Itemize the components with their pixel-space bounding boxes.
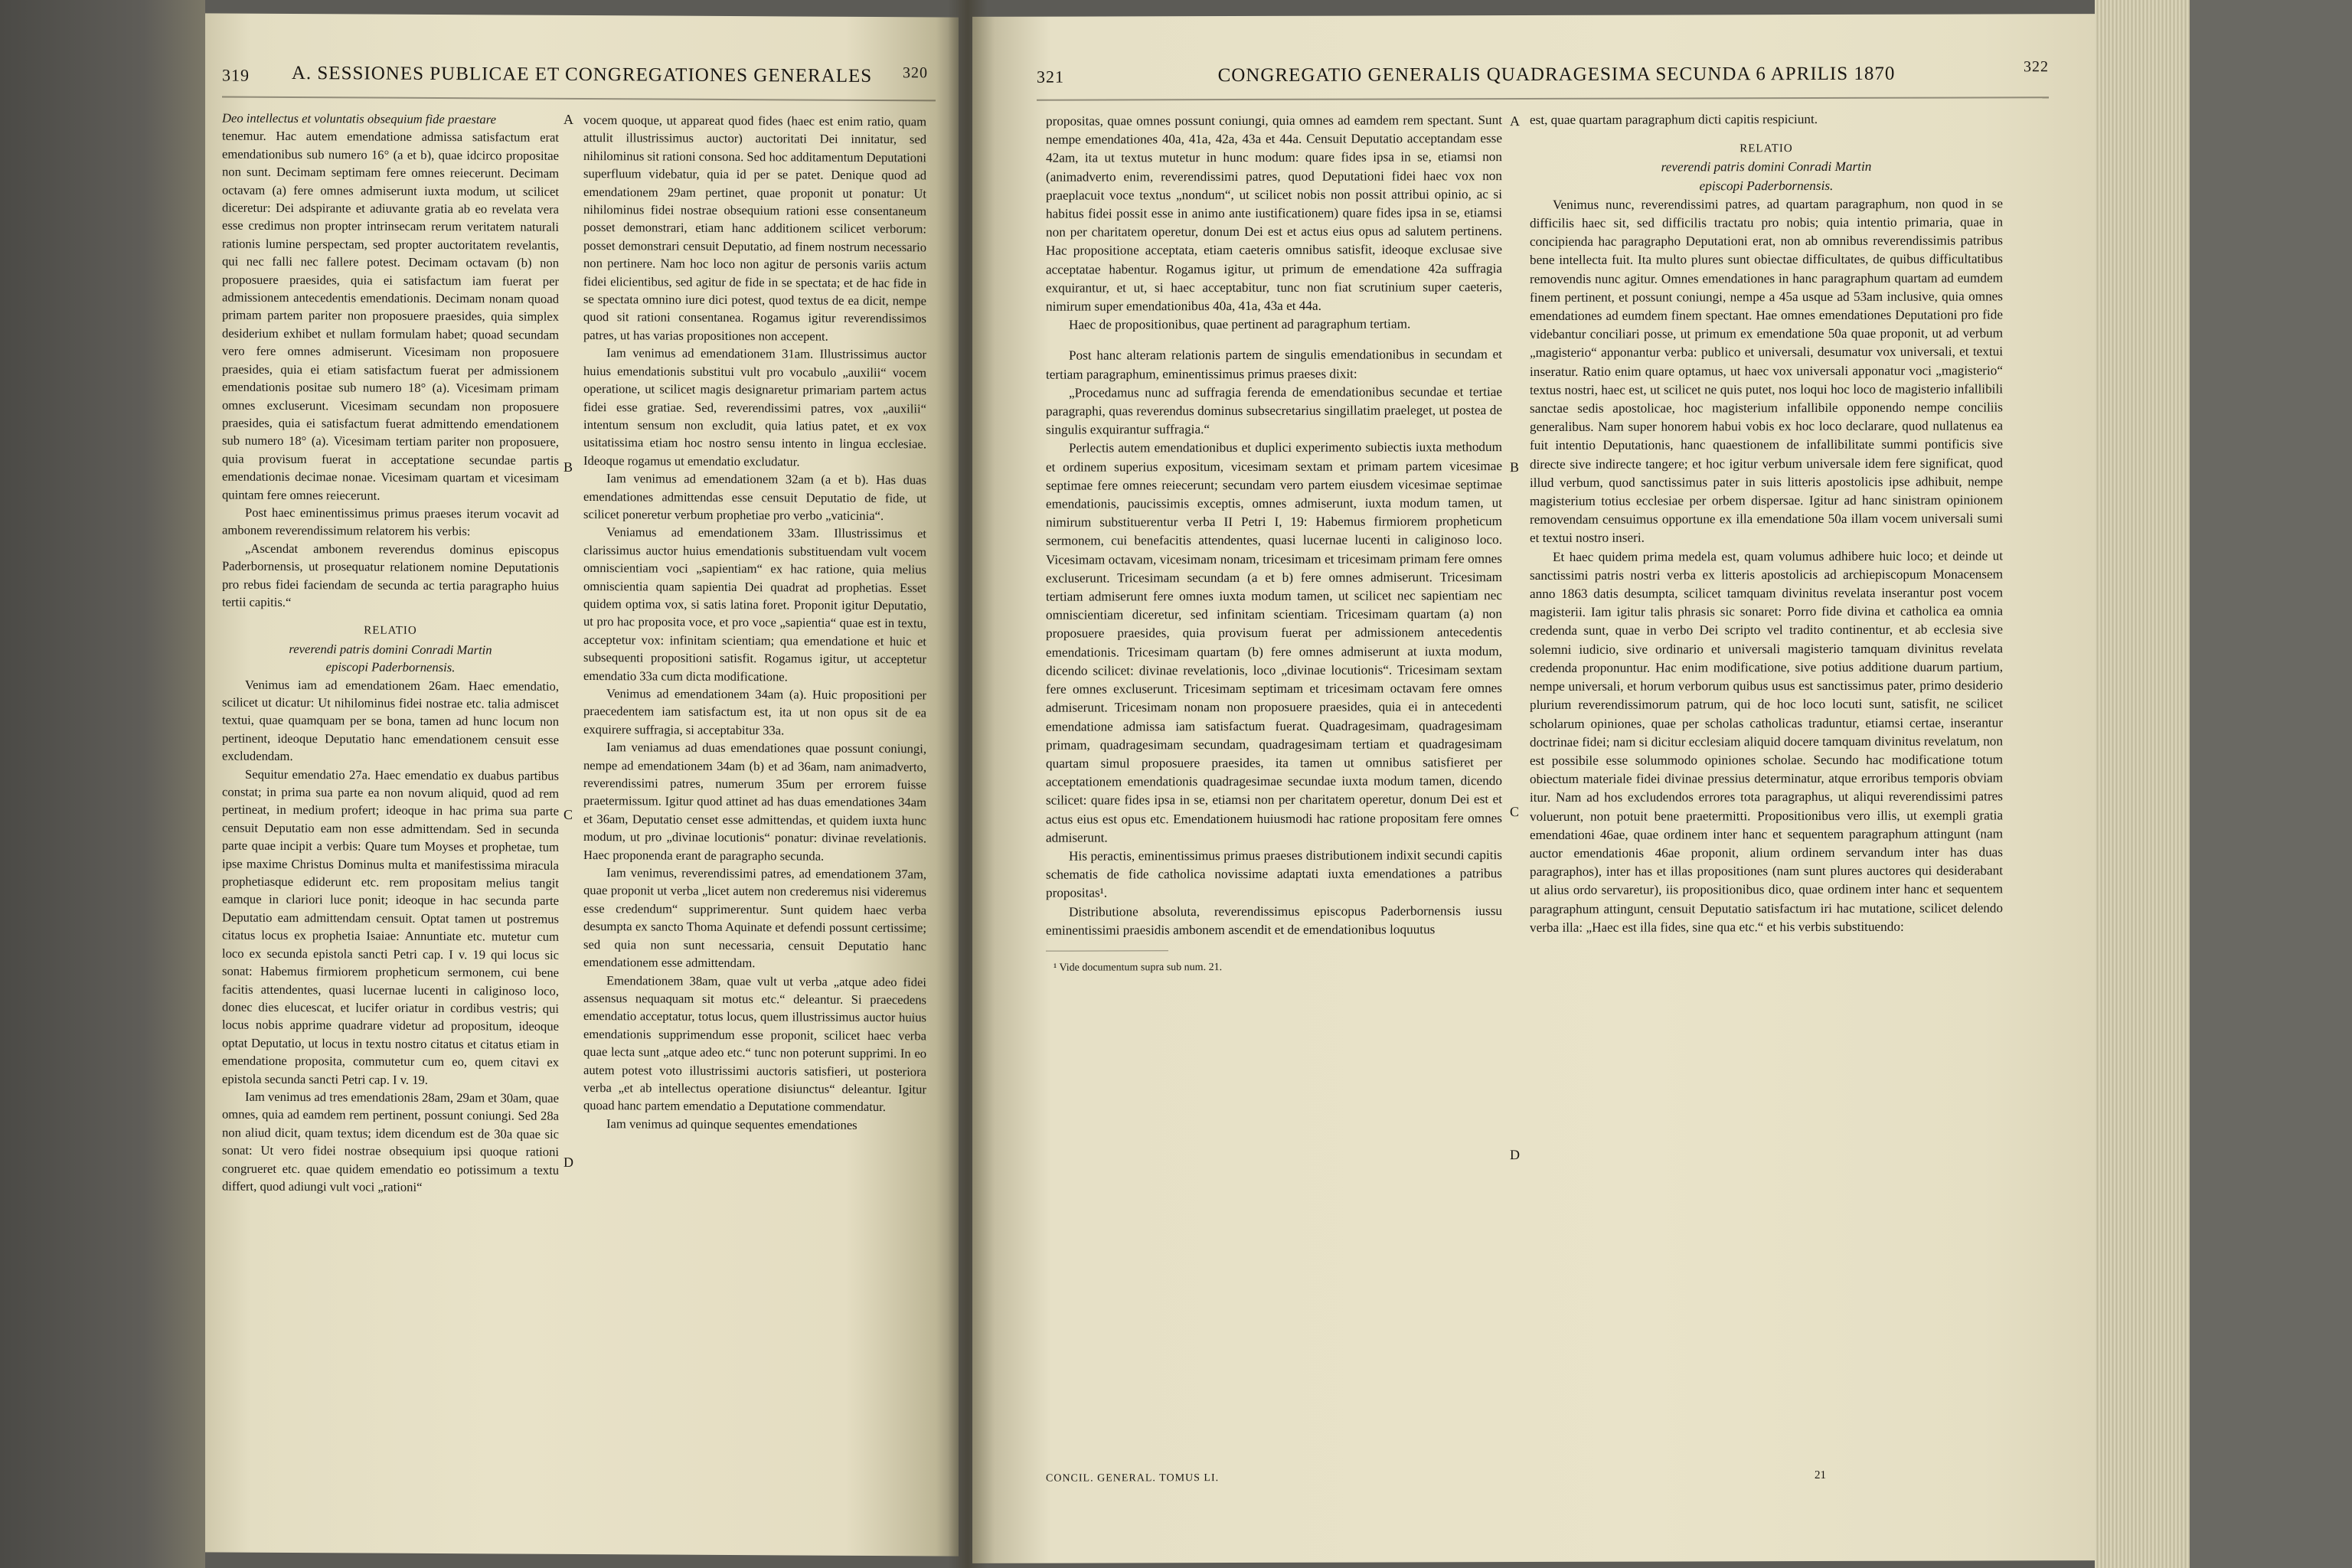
- left-page-column-2: [583, 111, 926, 1135]
- paragraph: Iam venimus ad emendationem 31am. Illustrissimus auctor huius emendationis substitui vult pro vocabulo „auxilii“ vocem operatione, ut scilicet magis designaretur primariam partem actus fidei esse gratiae. Sed, reverendissimi patres, vox „auxilii“ intentum sensum non excludit, quia latius patet, et ex vox usitatissima etiam hoc nostro sensu intento in lingua ecclesiae. Ideoque rogamus ut emendatio excludatur.: [583, 345, 926, 469]
- running-title-left: A. SESSIONES PUBLICAE ET CONGREGATIONES GENERALES: [291, 63, 873, 87]
- margin-letter-d: D: [564, 1154, 573, 1170]
- paragraph: est, quae quartam paragraphum dicti capitis respiciunt.: [1530, 112, 1818, 128]
- right-page-column-1: [1046, 111, 1502, 978]
- paragraph: Deo intellectus et voluntatis obsequium fide praestare: [222, 110, 496, 127]
- paragraph: vocem quoque, ut appareat quod fides (haec est enim ratio, quam attulit illustrissimus auctor) auctoritati Dei innitatur, sed nihilominus sit rationi consona. Sed hoc additamentum Deputationi superfluum videbatur, quia id per se patet. Denique quod ad emendationem 29am pertinet, quae proponit ut ponatur: Ut nihilominus fidei nostrae obsequium rationi esse consentaneum posset demonstrari, etiam hanc additionem scilicet verborum: posset demonstrari censuit Deputatio, ad finem nostrum necessario non pertinere. Nam hoc loco non agitur de personis variis actum fidei elicientibus, sed agitur de fide in se spectata; et de hac fide in se spectata omnino iure dici potest, quod textus de ea dicit, nempe quod sit rationi consentanea. Rogamus igitur reverendissimos patres, ut has varias propositiones non accepent.: [583, 113, 926, 344]
- paragraph: Emendationem 38am, quae vult ut verba „atque adeo fidei assensus nequaquam sit motus etc.“ deleantur. Si praecedens emendatio acceptatur, totus locus, quem illustrissimus auctor huius emendationis supprimendum esse proponit, scilicet haec verba quae lecta sunt „atque adeo etc.“ tunc non poterunt supprimi. In eo autem potest voto illustrissimi auctoris satisfieri, ut posteriora verba „et ab intellectus operatione disiunctus“ deleantur. Igitur quoad hanc partem emendatio a Deputatione commendatur.: [583, 972, 926, 1115]
- paragraph: Venimus ad emendationem 34am (a). Huic propositioni per praecedentem iam satisfactum est, ita ut non opus sit de ea exquirere suffragia, si acceptabitur 33a.: [583, 686, 926, 738]
- paragraph: Iam venimus ad emendationem 32am (a et b). Has duas emendationes admittendas esse censuit Deputatio de fide, ut scilicet poneretur verbum prophetiae pro verbo „vaticinia“.: [583, 471, 926, 524]
- paragraph: reverendi patris domini Conradi Martin: [1661, 159, 1872, 175]
- paragraph: Post haec eminentissimus primus praeses iterum vocavit ad ambonem reverendissimum relatorem his verbis:: [222, 505, 559, 539]
- paragraph: RELATIO: [1740, 142, 1793, 155]
- footnote: ¹ Vide documentum supra sub num. 21.: [1054, 962, 1223, 974]
- paragraph: „Procedamus nunc ad suffragia ferenda de emendationibus secundae et tertiae paragraphi, quas reverendus dominus subsecretarius singillatim praeleget, ut postea de singulis exquirantur suffragia.“: [1046, 384, 1502, 437]
- paragraph: Venimus nunc, reverendissimi patres, ad quartam paragraphum, non quod in se difficilis haec sit, sed difficilis tractatu pro nobis; quia intentio primaria, quae in concipienda hac paragrapho Deputationi erat, non ab omnibus reverendissimis patribus bene intellecta fuit. Ita multo plures sunt obiectae difficultates, de quibus difficultatibus removendis nunc agitur. Omnes emendationes in hanc paragraphum quartam ad eumdem finem pertinent, et possunt coniungi, nempe a 45a usque ad 53am inclusive, quia omnes emendationes ad eumdem finem spectant. Hae omnes emendationes Deputationi pro fide videbantur conciliari posse, ut primum ex emendatione 50a quae proponit, ut ad verbum „magisterio“ apponantur verba: publico et universali, desumatur vox universali, et textui inseratur. Ratio enim quare optamus, ut haec vox universali apponatur voci „magisterio“ textus nostri, haec est, ut scilicet ne quis putet, nos loqui hoc loco de magisterio infallibili sanctae sedis apostolicae, hoc magisterium infallibile opponendo nempe conciliis generalibus. Nam super honorem habui vobis ex hoc loco declarare, quod nullatenus ea fuit intentio Deputationis, hanc quaestionem de infallibilitate summi pontificis sive directe sive indirecte tangere; et hoc igitur verbum universale idem fere significat, quod illud verbum, quod sanctissimus pater in suis litteris apostolicis ipse adhibuit, nempe magisterium totius ecclesiae per orbem dispersae. Igitur ad hanc sinistram opinionem removendam censuimus opportune ex illa emendatione 50a illam vocem universali sumi et textui nostro inseri.: [1530, 196, 2003, 546]
- paragraph: Iam venimus, reverendissimi patres, ad emendationem 37am, quae proponit ut verba „licet autem non crederemus nisi videremus esse credendum“ supprimerentur. Sunt quidem haec verba desumpta ex sancto Thoma Aquinate et defendi possunt certissime; sed quia non sunt necessaria, censuit Deputatio hanc emendationem esse admittendam.: [583, 865, 926, 971]
- left-page: [205, 13, 959, 1556]
- footer-signature: 21: [1815, 1468, 1826, 1482]
- page-number-322: 322: [2024, 58, 2049, 76]
- margin-letter-d: D: [1510, 1147, 1520, 1163]
- paragraph: Distributione absoluta, reverendissimus episcopus Paderbornensis iussu eminentissimi praesidis ambonem ascendit et de emendationibus loquutus: [1046, 903, 1502, 938]
- page-number-321: 321: [1037, 67, 1064, 87]
- paragraph: reverendi patris domini Conradi Martin: [289, 641, 492, 658]
- paragraph: Veniamus ad emendationem 33am. Illustrissimus et clarissimus auctor huius emendationis substituendam vult vocem omniscientiam voci „sapientiam“ ex hac ratione, quia melius omniscientia quam sapientia Dei quadrat ad prophetias. Esset quidem optima vox, si satis latina foret. Proponit igitur Deputatio, ut pro hac proposita voce, et pro voce „sapientia“ quae est in textu, acceptetur vox: infinitam scientiam; qua emendatione et huic et subsequenti propositioni satisfit. Rogamus igitur, ut acceptetur emendatio 33a cum dicta modificatione.: [583, 524, 926, 684]
- paragraph: episcopi Paderbornensis.: [325, 659, 456, 675]
- footnote-rule: [1046, 950, 1168, 951]
- paragraph: tenemur. Hac autem emendatione admissa satisfactum erat emendationibus sub numero 16° (a et b), quae idcirco propositae non sunt. Decimam septimam fere omnes reiecerunt. Decimam octavam (a) fere omnes admiserunt iuxta modum, ut scilicet diceretur: Dei adspirante et adiuvante gratia ab eo revelata vera esse credimus non propter intrinsecam rerum veritatem naturali rationis lumine perspectam, sed propter auctoritatem revelantis, qui nec falli nec fallere potest. Decimam octavam (b) non proposuere praesides, quia ei satisfactum iam fuerat per admissionem antecedentis emendationis. Decimam nonam quoad primam partem pariter non proposuere praesides, quia simplex desiderium exhibet et nullam formulam habet; quoad secundam vero fere omnes admiserunt. Vicesimam non proposuere praesides, quia ei etiam satisfactum fuerat per admissionem emendationis positae sub numero 18° (a). Vicesimam primam omnes excluserunt. Vicesimam secundam non proposuere praesides, quia ei satisfactum fuerat admittendo emendationem sub numero 18° (a). Vicesimam tertiam pariter non proposuere, quia provisum fuerat in acceptatione secundae partis emendationis decimae nonae. Vicesimam quartam et vicesimam quintam fere omnes reiecerunt.: [222, 128, 559, 503]
- paragraph: RELATIO: [364, 624, 417, 638]
- paragraph: Iam veniamus ad duas emendationes quae possunt coniungi, nempe ad emendationem 34am (b) et ad 36am, nam animadverto, reverendissimi patres, numerum 35um per errorem fuisse praetermissum. Igitur quod attinet ad has duas emendationes 34am et 36am, Deputatio censet esse admittendas, et quidem iuxta hunc modum, ut pro „divinae locutionis“ ponatur: divinae revelationis. Haec proponenda erant de paragrapho secunda.: [583, 740, 926, 864]
- running-title-right: CONGREGATIO GENERALIS QUADRAGESIMA SECUNDA 6 APRILIS 1870: [1217, 63, 1896, 87]
- page-number-319: 319: [222, 65, 250, 85]
- paragraph: Perlectis autem emendationibus et duplici experimento subiectis iuxta methodum et ordinem superius expositum, vicesimam sextam et primam partem vicesimae septimae fere omnes reiecerunt; secundam vero partem eiusdem vicesimae septimae emendationis, paucissimis exceptis, omnes admiserunt, iuxta modum tamen, ut nimirum substituerentur verba II Petri I, 19: Habemus firmiorem propheticum sermonem, cui benefacitis attendentes, quasi lucernae lucenti in caliginoso loco. Vicesimam octavam, vicesimam nonam, tricesimam et tricesimam primam fere omnes excluserunt. Tricesimam secundam (a et b) fere omnes admiserunt. Tricesimam tertiam admiserunt fere omnes iuxta modum tamen, ut scilicet nec sapientiam nec omniscientiam diceretur, sed infinitam scientiam. Tricesimam quartam (a) non proposuere praesides, quia provisum fuerat per admissionem antecedentis emendationis. Tricesimam quartam (b) fere omnes admiserunt at iuxta modum, dicendo scilicet: divinae revelationis, loco „divinae locutionis“. Tricesimam sextam fere omnes excluserunt. Tricesimam septimam et tricesimam octavam fere omnes admiserunt. Tricesimam nonam non proposuere praesides, quia ei in antecedenti emendatione admissa iam satisfactum fuerat. Quadragesimam, quadragesimam primam, quadragesimam secundam, quadragesimam tertiam et quadragesimam quartam simul proposuere praesides, ita tamen ut omnibus satisfieret per acceptationem emendationis quadragesimae secundae iuxta modum tamen, dicendo scilicet: quare fides ipsa in se, etiamsi non per charitatem operetur, donum Dei est et actus eius est opus etc. Emendationem huiusmodi hac ratione propositam fere omnes admiserunt.: [1046, 439, 1502, 845]
- footer-volume: CONCIL. GENERAL. TOMUS LI.: [1046, 1472, 1220, 1485]
- margin-letter-b: B: [564, 459, 573, 475]
- paragraph: episcopi Paderbornensis.: [1699, 178, 1834, 194]
- paragraph: Post hanc alteram relationis partem de singulis emendationibus in secundam et tertiam paragraphum, eminentissimus primus praeses dixit:: [1046, 347, 1502, 382]
- paragraph: Iam venimus ad quinque sequentes emendationes: [606, 1116, 858, 1132]
- right-page: [972, 14, 2095, 1563]
- margin-letter-a: A: [1510, 113, 1520, 129]
- paragraph: propositas, quae omnes possunt coniungi, quia omnes ad eamdem rem spectant. Sunt nempe emendationes 40a, 41a, 42a, 43a et 44a. Censuit Deputatio acceptandam esse 42am, ita ut textus mutetur in hunc modum: quare fides ipsa in se, etiamsi non (animadverto enim, reverendissimi patres, quod Deputationi fidei haec vox non praeplacuit voce textus „nondum“, ut scilicet nobis non possit attribui opinio, ac si habitus fidei possit esse in animo ante iustificationem) quare fides ipsa in se, etiamsi non per charitatem operetur, donum Dei est et actus eius opus ad salutem pertinens. Hac propositione acceptata, etiam caeteris omnibus satisfit, ideoque exclusae sive acceptatae habentur. Rogamus igitur, ut primum de emendatione 42a suffragia exquirantur, et ut, si haec acceptabitur, tunc non fiat scrutinium super caeteris, nimirum super emendationibus 40a, 41a, 43a et 44a.: [1046, 113, 1502, 314]
- paragraph: Et haec quidem prima medela est, quam volumus adhibere huic loco; et deinde ut sanctissimi patris nostri verba ex litteris apostolicis ad archiepiscopum Monacensem anno 1863 datis desumpta, scilicet tamquam divinitus revelata inserantur post vocem magisterii. Iam igitur talis phrasis sic sonaret: Porro fide divina et catholica ea omnia credenda sunt, quae in verbo Dei scripto vel tradito continentur, et ab ecclesia sive solemni iudicio, sive ordinario et universali magisterio tamquam divinitus revelata credenda proponuntur. Hac enim modificatione, sive potius additione duarum partium, nempe universali, et horum verborum quibus usus est sanctissimus pater, primo desiderio plurium reverendissimorum patrum, qui de hoc loco locuti sunt, satisfit, ne scilicet scholarum opiniones, quae per scholas catholicas traduntur, etiamsi certae, inserantur doctrinae fidei; nam si dicitur ecclesiam aliquid docere tamquam divinitus revelatum, non est possibile esse solummodo opiniones scholae. Secundo hac modificatione totum obiectum materiale fidei divinae pressius determinatur, atque erroribus temporis obviam itur. Nam ad hos excludendos errores tota paragraphus, ut aliqui reverendissimi patres voluerunt, non potuit bene praetermitti. Propositionibus vero illis, ut exempli gratia emendationi 46ae, quae ordinem inter hanc et sequentem paragraphum attingunt (nam auctor emendationis 46ae proponit, alium ordinem servandum inter has duas paragraphos), inter has et illas propositiones (nam sunt plures auctores qui desiderabant ut alius ordo servaretur), iis propositionibus dico, quae ordinem inter hanc et sequentem paragraphum attingunt, censuit Deputatio satisfactum iri hac mutatione, scilicet delendo verba illa: „Haec est illa fides, sine qua etc.“ et his verbis substituendo:: [1530, 548, 2003, 935]
- paragraph: Iam venimus ad tres emendationis 28am, 29am et 30am, quae omnes, quia ad eamdem rem pertinent, possunt coniungi. Sed 28a non aliud dicit, quam textus; idem dicendum est de 30a quae sic sonat: Ut vero fidei nostrae obsequium ipsi quoque rationi congrueret etc. quae quidem emendatio eo potissimum a textu differt, quod adiungi vult voci „rationi“: [222, 1089, 559, 1194]
- margin-letter-c: C: [564, 806, 573, 822]
- page-block-edge: [2095, 0, 2190, 1568]
- paragraph: His peractis, eminentissimus primus praeses distributionem indixit secundi capitis schematis de fide catholica novissime adaptati iuxta emendationes a patribus propositas¹.: [1046, 848, 1502, 900]
- paragraph: „Ascendat ambonem reverendus dominus episcopus Paderbornensis, ut prosequatur relationem nomine Deputationis pro rebus fidei faciendam de secunda ac tertia paragrapho huius tertii capitis.“: [222, 541, 559, 609]
- paragraph: Haec de propositionibus, quae pertinent ad paragraphum tertiam.: [1069, 316, 1411, 332]
- margin-letter-a: A: [564, 111, 573, 127]
- right-page-column-2: [1530, 109, 2003, 937]
- paragraph: Venimus iam ad emendationem 26am. Haec emendatio, scilicet ut dicatur: Ut nihilominus fidei nostrae etc. talia admiscet textui, quae quamquam per se bona, tamen ad hunc locum non pertinent, ideoque Deputatio hanc emendationem censuit esse excludendam.: [222, 677, 559, 764]
- right-page-header: [972, 49, 2095, 98]
- margin-letter-c: C: [1510, 804, 1520, 820]
- paragraph: Sequitur emendatio 27a. Haec emendatio ex duabus partibus constat; in prima sua parte ea non novum aliquid, quod ad rem pertineat, in medium profert; ideoque in hac prima sua parte censuit Deputatio eam non esse admittendam. Sed in secunda parte quae incipit a verbis: Quare tum Moyses et prophetae, tum ipse maxime Christus Dominus multa et manifestissima miracula prophetiasque ediderunt etc. rem propositam melius tangit eamque in clariori luce ponit; ideoque in hac secunda parte Deputatio eam admittendam censuit. Optat tamen ut postremus citatus locus ex prophetia Isaiae: Annuntiate etc. mutetur cum loco ex secunda epistola sancti Petri cap. I v. 19 qui locus sic sonat: Habemus firmiorem propheticum sermonem, cui bene facitis attendentes, quasi lucernae lucenti in caliginoso loco, donec dies elucescat, et lucifer oriatur in cordibus vestris; qui locus nobis apprime quadrare videtur ad propositum, ideoque optat Deputatio, ut locus in textu nostro citatus et citatus etiam in emendatione proposita, commutetur cum eo, quem citavi ex epistola secunda sancti Petri cap. I v. 19.: [222, 766, 559, 1087]
- book-cover-left: [0, 0, 205, 1568]
- margin-letter-b: B: [1510, 459, 1520, 475]
- background-cloth: [2190, 0, 2352, 1568]
- left-page-column-1: [222, 109, 559, 1197]
- page-number-320: 320: [903, 64, 928, 82]
- left-page-header: [205, 48, 959, 98]
